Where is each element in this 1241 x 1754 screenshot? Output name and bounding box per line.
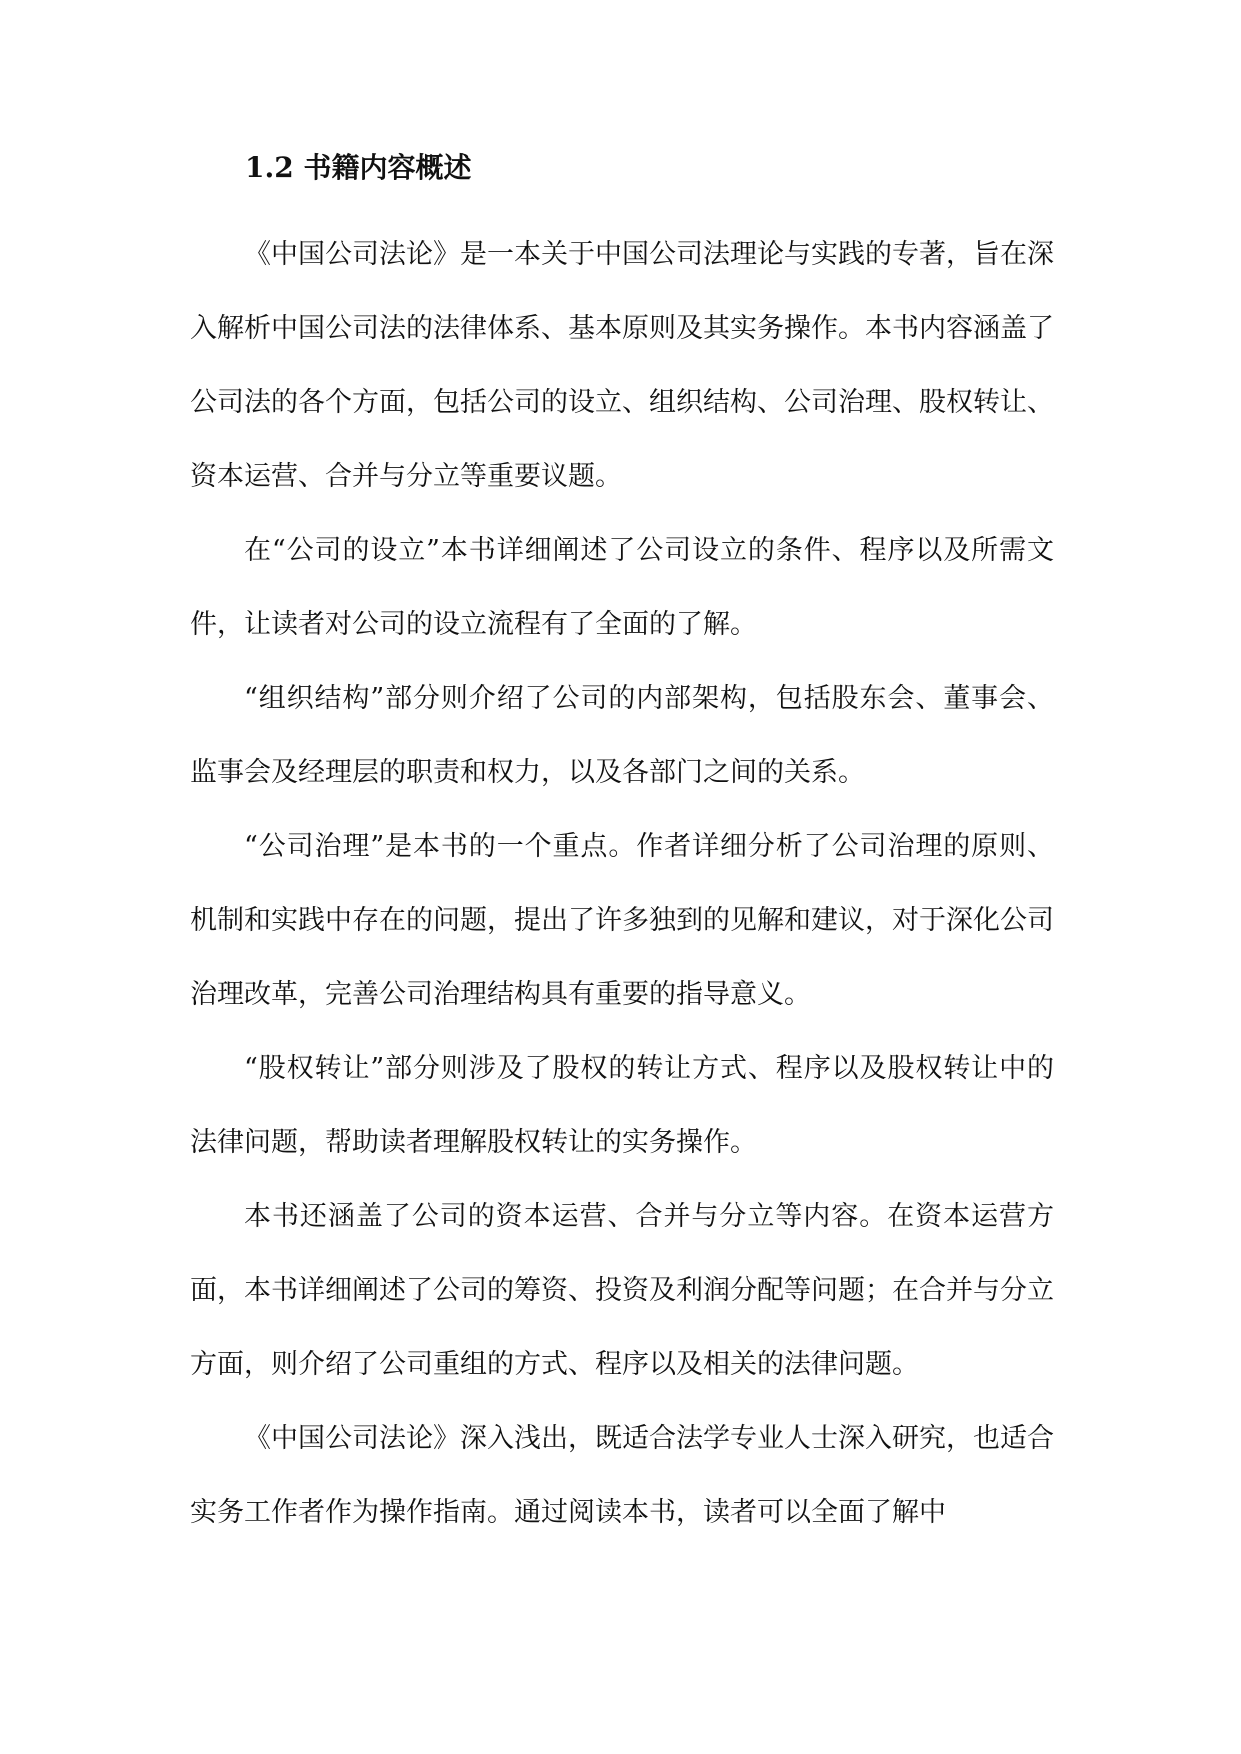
body-text: [190, 218, 1054, 1550]
section-heading: 1.2 书籍内容概述: [245, 151, 472, 184]
paragraph-equity-transfer: “股权转让”部分则涉及了股权的转让方式、程序以及股权转让中的法律问题，帮助读者理解股权转让的实务操作。: [190, 1053, 1054, 1158]
paragraph-organization: “组织结构”部分则介绍了公司的内部架构，包括股东会、董事会、监事会及经理层的职责和权力，以及各部门之间的关系。: [190, 683, 1054, 788]
paragraph-intro: 《中国公司法论》是一本关于中国公司法理论与实践的专著，旨在深入解析中国公司法的法律体系、基本原则及其实务操作。本书内容涵盖了公司法的各个方面，包括公司的设立、组织结构、公司治理、股权转让、资本运营、合并与分立等重要议题。: [190, 239, 1054, 492]
paragraph-governance: “公司治理”是本书的一个重点。作者详细分析了公司治理的原则、机制和实践中存在的问题，提出了许多独到的见解和建议，对于深化公司治理改革，完善公司治理结构具有重要的指导意义。: [190, 831, 1054, 1010]
paragraph-capital-operation: 本书还涵盖了公司的资本运营、合并与分立等内容。在资本运营方面，本书详细阐述了公司的筹资、投资及利润分配等问题；在合并与分立方面，则介绍了公司重组的方式、程序以及相关的法律问题。: [190, 1201, 1054, 1380]
paragraph-conclusion: 《中国公司法论》深入浅出，既适合法学专业人士深入研究，也适合实务工作者作为操作指南。通过阅读本书，读者可以全面了解中: [190, 1423, 1054, 1528]
paragraph-establishment: 在“公司的设立”本书详细阐述了公司设立的条件、程序以及所需文件，让读者对公司的设立流程有了全面的了解。: [190, 535, 1054, 640]
